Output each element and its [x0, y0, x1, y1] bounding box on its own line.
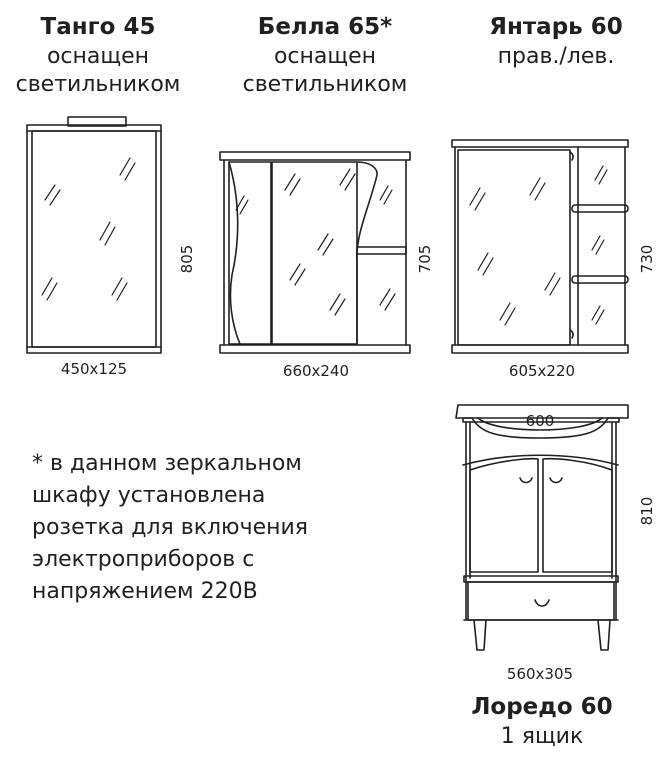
loredo-width-label: 560x305 — [506, 665, 574, 683]
bella-subtitle-1: оснащен — [273, 44, 377, 69]
yantar-height-label: 730 — [638, 244, 656, 274]
bella-cabinet-drawing — [220, 152, 410, 353]
tango-subtitle-1: оснащен — [46, 44, 150, 69]
footnote-line: шкафу установлена — [32, 483, 266, 508]
tango-height-label: 805 — [178, 244, 196, 274]
footnote-line: розетка для включения — [32, 515, 309, 540]
loredo-title: Лоредо 60 — [471, 694, 613, 720]
tango-cabinet-drawing — [27, 117, 161, 353]
yantar-subtitle: прав./лев. — [497, 44, 615, 69]
yantar-title: Янтарь 60 — [489, 14, 623, 40]
mirror-reflection-marks — [470, 166, 607, 325]
loredo-vanity-drawing — [456, 405, 628, 650]
mirror-reflection-marks — [236, 169, 395, 315]
footnote-line: электроприборов с — [32, 547, 255, 572]
yantar-cabinet-drawing — [452, 140, 628, 353]
tango-title: Танго 45 — [40, 14, 156, 40]
bella-subtitle-2: светильником — [242, 72, 408, 97]
loredo-subtitle: 1 ящик — [500, 724, 584, 749]
bella-width-label: 660x240 — [282, 362, 350, 380]
loredo-height-label: 810 — [638, 496, 656, 526]
yantar-width-label: 605x220 — [508, 362, 576, 380]
tango-subtitle-2: светильником — [15, 72, 181, 97]
mirror-reflection-marks — [42, 158, 135, 300]
footnote-line: напряжением 220В — [32, 579, 258, 604]
bella-title: Белла 65* — [257, 14, 393, 40]
tango-width-label: 450x125 — [60, 360, 128, 378]
footnote-line: * в данном зеркальном — [32, 451, 302, 476]
loredo-sink-width-label: 600 — [525, 412, 555, 430]
bella-height-label: 705 — [416, 244, 434, 274]
